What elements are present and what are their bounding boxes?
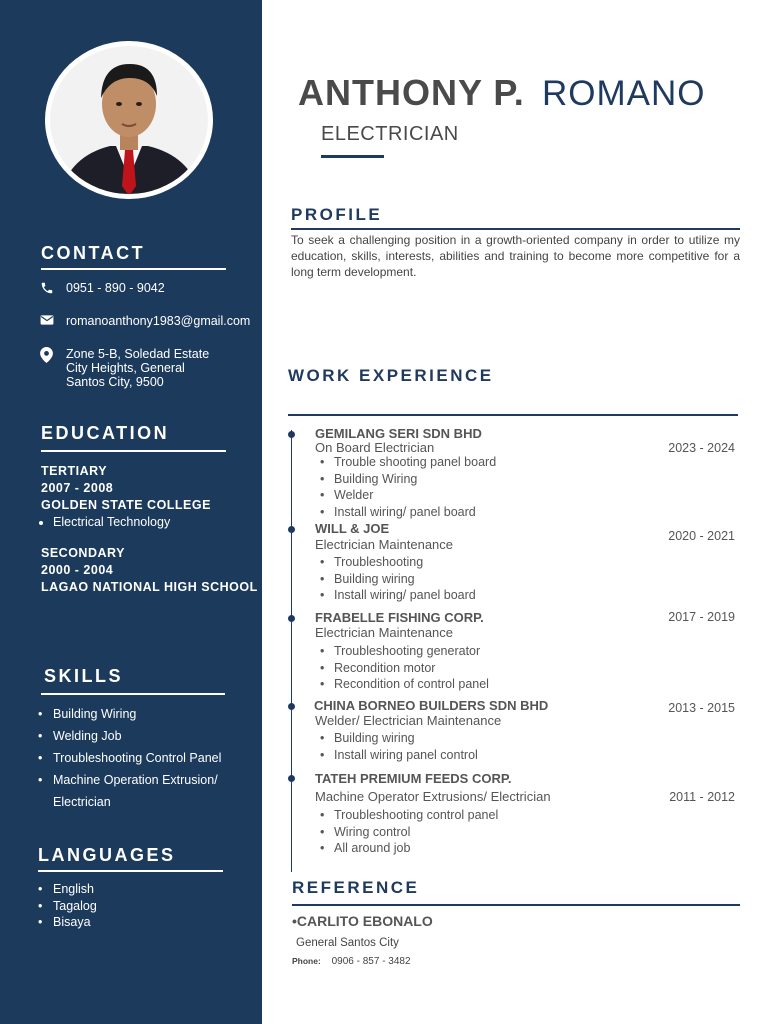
job-role: On Board Electrician	[315, 440, 435, 455]
job-duty: • Troubleshooting control panel	[315, 807, 498, 824]
main-content	[262, 0, 768, 1024]
job-duty: • Install wiring/ panel board	[315, 587, 476, 604]
job-period: 2023 - 2024	[668, 441, 735, 455]
contact-divider	[41, 268, 226, 270]
job-duty: • Building Wiring	[315, 471, 496, 488]
contact-address-text	[66, 347, 209, 389]
reference-phone-label: Phone:	[292, 956, 321, 966]
language-item: • Bisaya	[38, 914, 238, 931]
language-item: • Tagalog	[38, 898, 238, 915]
job-role: Machine Operator Extrusions/ Electrician	[315, 789, 551, 804]
job-duty: • Troubleshooting	[315, 554, 476, 571]
education-entry-secondary	[41, 545, 258, 596]
contact-phone	[40, 281, 165, 295]
contact-heading: CONTACT	[41, 243, 146, 263]
contact-address	[40, 347, 209, 389]
title-underline	[321, 155, 384, 158]
job-duty: • Install wiring panel control	[315, 747, 478, 764]
skill-item: • Welding Job	[38, 725, 253, 747]
profile-photo-frame	[45, 41, 213, 199]
timeline-line	[291, 430, 292, 872]
contact-email-text[interactable]: romanoanthony1983@gmail.com	[66, 314, 251, 328]
address-line: Zone 5-B, Soledad Estate	[66, 347, 210, 361]
work-experience-divider	[288, 414, 738, 416]
sidebar	[0, 0, 262, 1024]
profile-photo	[50, 46, 208, 194]
education-years: 2007 - 2008	[41, 481, 114, 495]
job-duties	[315, 454, 496, 520]
job-duties	[315, 554, 476, 604]
job-company: TATEH PREMIUM FEEDS CORP.	[315, 771, 512, 786]
skill-item: • Troubleshooting Control Panel	[38, 747, 253, 769]
job-period: 2011 - 2012	[669, 790, 735, 804]
education-level: SECONDARY	[41, 546, 125, 560]
timeline-dot	[288, 775, 295, 782]
education-school: GOLDEN STATE COLLEGE	[41, 498, 211, 512]
contact-phone-text: 0951 - 890 - 9042	[66, 281, 165, 295]
address-line: Santos City, 9500	[66, 375, 164, 389]
timeline-dot	[288, 615, 295, 622]
job-duty: • Welder	[315, 487, 496, 504]
education-heading: EDUCATION	[41, 423, 170, 443]
education-course: • Electrical Technology	[53, 514, 211, 530]
profile-divider	[291, 228, 740, 230]
job-duties	[315, 807, 498, 857]
job-period: 2020 - 2021	[668, 529, 735, 543]
job-period: 2017 - 2019	[668, 610, 735, 624]
profile-text: To seek a challenging position in a growth-oriented company in order to utilize my education, skills, interests, abilities and training to become more competitive for a long term development.	[291, 233, 740, 279]
job-duties	[315, 730, 478, 763]
job-duties	[315, 643, 489, 693]
reference-phone-number: 0906 - 857 - 3482	[331, 956, 411, 967]
skills-heading: SKILLS	[44, 666, 124, 686]
job-duty: • Building wiring	[315, 730, 478, 747]
education-level: TERTIARY	[41, 464, 108, 478]
location-pin-icon	[40, 347, 56, 361]
contact-email	[40, 314, 250, 328]
job-duty: • Building wiring	[315, 571, 476, 588]
reference-name: •CARLITO EBONALO	[292, 913, 433, 929]
reference-divider	[292, 904, 740, 906]
job-role: Electrician Maintenance	[315, 537, 454, 552]
mail-icon	[40, 314, 56, 328]
job-duty: • Install wiring/ panel board	[315, 504, 496, 521]
education-entry-tertiary	[41, 463, 211, 530]
job-company: WILL & JOE	[315, 521, 390, 536]
job-company: CHINA BORNEO BUILDERS SDN BHD	[314, 698, 549, 713]
reference-city: General Santos City	[296, 937, 399, 949]
education-courses	[53, 514, 211, 530]
skills-divider	[41, 693, 225, 695]
profile-heading: PROFILE	[291, 205, 383, 224]
job-duty: • Recondition motor	[315, 660, 489, 677]
education-school: LAGAO NATIONAL HIGH SCHOOL	[41, 580, 258, 594]
name-first: ANTHONY P.	[298, 72, 525, 113]
job-company: FRABELLE FISHING CORP.	[315, 610, 484, 625]
timeline-dot	[288, 431, 295, 438]
timeline-dot	[288, 526, 295, 533]
reference-heading: REFERENCE	[292, 878, 420, 897]
job-role: Electrician Maintenance	[315, 625, 454, 640]
phone-icon	[40, 281, 56, 295]
language-item: • English	[38, 881, 238, 898]
job-duty: • Troubleshooting generator	[315, 643, 489, 660]
job-period: 2013 - 2015	[668, 701, 735, 715]
reference-phone	[292, 956, 411, 967]
job-role: Welder/ Electrician Maintenance	[315, 713, 502, 728]
name-last: ROMANO	[542, 74, 706, 113]
job-duty: • All around job	[315, 840, 498, 857]
skill-item: • Machine Operation Extrusion/ Electrician	[38, 769, 253, 813]
skill-item: • Building Wiring	[38, 703, 253, 725]
address-line: City Heights, General	[66, 361, 185, 375]
work-experience-heading: WORK EXPERIENCE	[288, 366, 494, 385]
education-years: 2000 - 2004	[41, 563, 114, 577]
languages-heading: LANGUAGES	[38, 845, 176, 865]
timeline-dot	[288, 703, 295, 710]
skills-list	[38, 703, 253, 813]
job-duty: • Wiring control	[315, 824, 498, 841]
job-title: ELECTRICIAN	[321, 123, 459, 145]
job-company: GEMILANG SERI SDN BHD	[315, 426, 482, 441]
languages-divider	[38, 870, 223, 872]
languages-list	[38, 881, 238, 931]
education-divider	[41, 450, 226, 452]
job-duty: • Trouble shooting panel board	[315, 454, 496, 471]
job-duty: • Recondition of control panel	[315, 676, 489, 693]
